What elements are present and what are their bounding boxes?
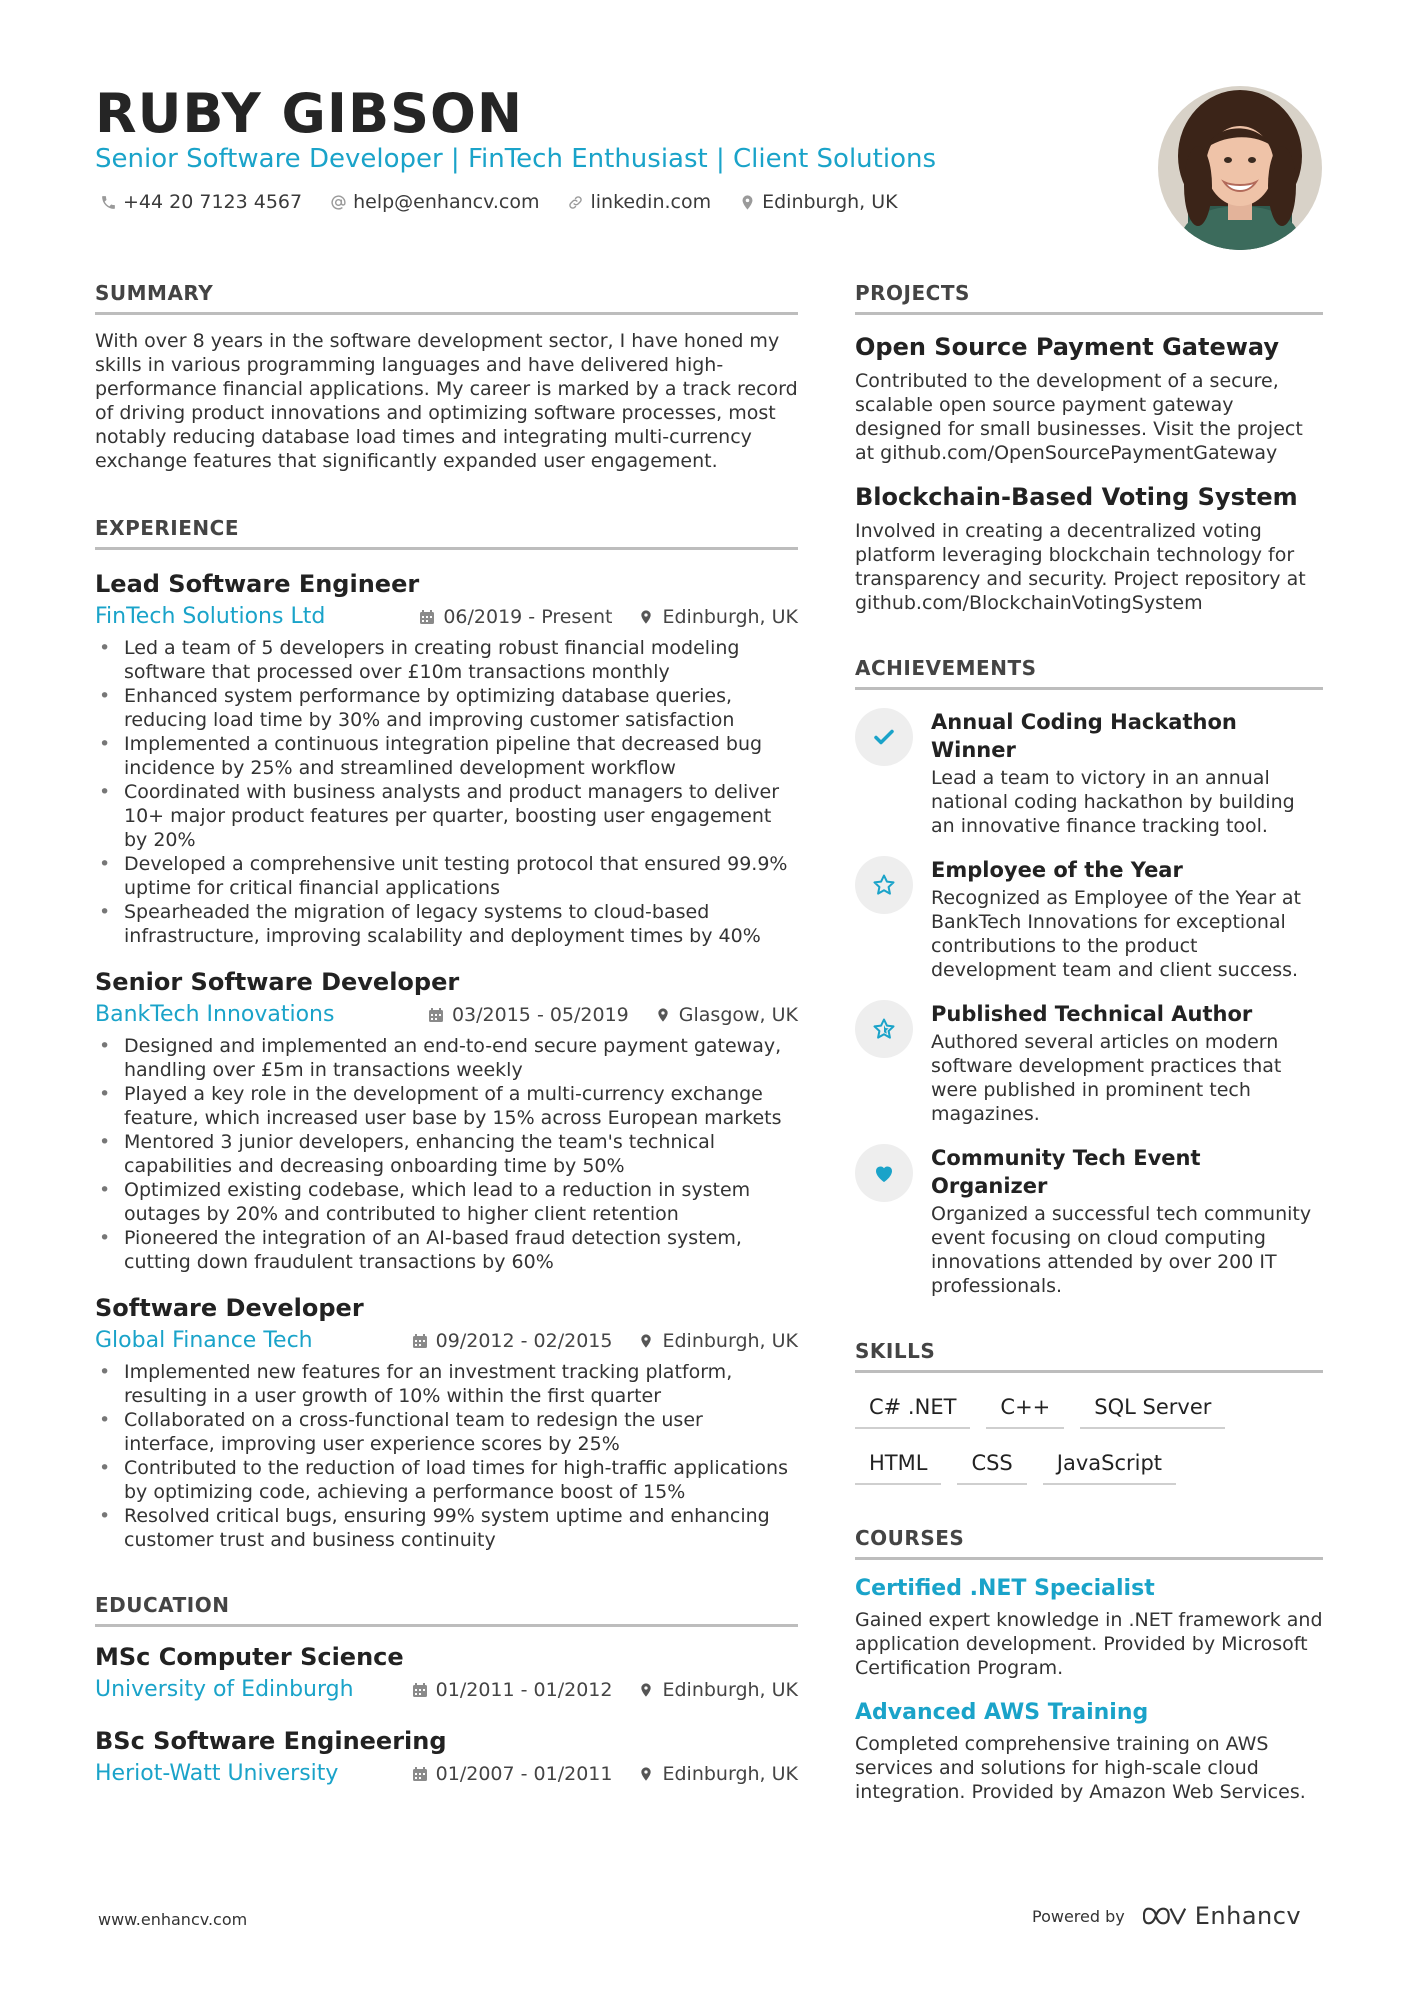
job-location — [638, 606, 798, 628]
job-entry — [95, 1292, 798, 1552]
job-location-text: Glasgow, UK — [678, 1004, 798, 1026]
avatar — [1158, 86, 1322, 250]
school-name: University of Edinburgh — [95, 1677, 354, 1702]
list-item: • Developed a comprehensive unit testing protocol that ensured 99.9% uptime for critical financial applications — [95, 852, 798, 900]
list-item: • Optimized existing codebase, which lead to a reduction in system outages by 20% and contributed to higher client retention — [95, 1178, 798, 1226]
list-item: • Played a key role in the development of a multi-currency exchange feature, which increased user base by 15% across European markets — [95, 1082, 798, 1130]
list-item: • Designed and implemented an end-to-end secure payment gateway, handling over £5m in transactions weekly — [95, 1034, 798, 1082]
phone-icon — [100, 194, 117, 211]
education-dates — [412, 1679, 613, 1701]
contact-bar — [100, 189, 898, 215]
job-dates — [412, 1330, 613, 1352]
powered-by-label: Powered by — [1032, 1906, 1125, 1926]
project-description: Involved in creating a decentralized voting platform leveraging blockchain technology for transparency and security. Project repository at github.com/BlockchainVotingSystem — [855, 520, 1306, 614]
star-outline-icon — [872, 873, 896, 897]
project-description: Contributed to the development of a secure, scalable open source payment gateway designed for small businesses. Visit the project at github.com/OpenSourcePaymentGateway — [855, 370, 1303, 464]
location-icon — [638, 1682, 654, 1698]
check-icon — [872, 725, 896, 749]
education-location — [638, 1763, 798, 1785]
contact-phone-text: +44 20 7123 4567 — [123, 191, 303, 213]
course-entry — [855, 1574, 1323, 1680]
achievement-icon-badge — [855, 1144, 913, 1202]
summary-heading: SUMMARY — [95, 280, 798, 315]
skills-list — [855, 1389, 1323, 1485]
experience-section — [95, 515, 798, 1552]
skill-tag: C++ — [986, 1389, 1064, 1429]
job-company: BankTech Innovations — [95, 1002, 335, 1027]
education-entry — [95, 1725, 798, 1789]
footer-website[interactable]: www.enhancv.com — [98, 1910, 248, 1929]
job-location — [638, 1330, 798, 1352]
achievements-section — [855, 655, 1323, 1298]
degree-title: BSc Software Engineering — [95, 1727, 447, 1755]
skill-tag: CSS — [957, 1445, 1026, 1485]
achievement-title: Employee of the Year — [931, 858, 1183, 882]
heart-icon — [872, 1161, 896, 1185]
brand-logo[interactable] — [1143, 1902, 1301, 1930]
calendar-icon — [412, 1766, 428, 1782]
contact-email[interactable] — [330, 189, 539, 215]
education-dates — [412, 1763, 613, 1785]
projects-heading: PROJECTS — [855, 280, 1323, 315]
achievement-entry — [855, 1144, 1323, 1298]
calendar-icon — [419, 609, 435, 625]
location-icon — [655, 1007, 671, 1023]
contact-phone[interactable] — [100, 189, 302, 215]
achievement-description: Recognized as Employee of the Year at BankTech Innovations for exceptional contributions to the product development team and client success. — [931, 887, 1301, 981]
course-description: Completed comprehensive training on AWS services and solutions for high-scale cloud integration. Provided by Amazon Web Services. — [855, 1733, 1306, 1803]
link-icon — [567, 194, 584, 211]
skill-tag: C# .NET — [855, 1389, 970, 1429]
brand-name: Enhancv — [1194, 1902, 1302, 1930]
footer-branding — [1032, 1902, 1301, 1930]
list-item: • Contributed to the reduction of load times for high-traffic applications by optimizing code, achieving a performance boost of 15% — [95, 1456, 798, 1504]
achievement-entry — [855, 1000, 1323, 1126]
achievement-entry — [855, 856, 1323, 982]
list-item: • Coordinated with business analysts and product managers to deliver 10+ major product features per quarter, boosting user engagement by 20% — [95, 780, 798, 852]
education-location — [638, 1679, 798, 1701]
job-entry — [95, 568, 798, 948]
course-title: Certified .NET Specialist — [855, 1576, 1155, 1601]
contact-location — [739, 189, 898, 215]
job-dates-text: 03/2015 - 05/2019 — [451, 1004, 629, 1026]
course-entry — [855, 1698, 1323, 1804]
project-title: Blockchain-Based Voting System — [855, 483, 1298, 511]
list-item: • Resolved critical bugs, ensuring 99% system uptime and enhancing customer trust and business continuity — [95, 1504, 798, 1552]
job-dates-text: 06/2019 - Present — [443, 606, 613, 628]
candidate-name: RUBY GIBSON — [95, 82, 524, 145]
achievement-description: Organized a successful tech community event focusing on cloud computing innovations attended by over 200 IT professionals. — [931, 1203, 1312, 1297]
contact-linkedin[interactable] — [567, 189, 711, 215]
education-location-text: Edinburgh, UK — [662, 1763, 798, 1785]
education-heading: EDUCATION — [95, 1592, 798, 1627]
list-item: • Led a team of 5 developers in creating robust financial modeling software that processed over £10m transactions monthly — [95, 636, 798, 684]
list-item: • Implemented a continuous integration pipeline that decreased bug incidence by 25% and streamlined development workflow — [95, 732, 798, 780]
courses-heading: COURSES — [855, 1525, 1323, 1560]
projects-section — [855, 280, 1323, 615]
courses-section — [855, 1525, 1323, 1804]
course-description: Gained expert knowledge in .NET framework and application development. Provided by Microsoft Certification Program. — [855, 1609, 1323, 1679]
degree-title: MSc Computer Science — [95, 1643, 404, 1671]
job-bullets — [95, 1034, 798, 1274]
achievement-title: Annual Coding Hackathon Winner — [931, 710, 1237, 762]
list-item: • Mentored 3 junior developers, enhancing the team's technical capabilities and decreasing onboarding time by 50% — [95, 1130, 798, 1178]
skills-heading: SKILLS — [855, 1338, 1323, 1373]
job-dates-text: 09/2012 - 02/2015 — [435, 1330, 613, 1352]
location-icon — [739, 194, 756, 211]
calendar-icon — [412, 1333, 428, 1349]
calendar-icon — [428, 1007, 444, 1023]
contact-linkedin-text: linkedin.com — [590, 191, 712, 213]
achievement-icon-badge — [855, 708, 913, 766]
education-location-text: Edinburgh, UK — [662, 1679, 798, 1701]
achievement-title: Community Tech Event Organizer — [931, 1146, 1201, 1198]
location-icon — [638, 609, 654, 625]
achievement-entry — [855, 708, 1323, 838]
project-entry — [855, 331, 1323, 465]
course-title: Advanced AWS Training — [855, 1700, 1149, 1725]
achievement-icon-badge — [855, 1000, 913, 1058]
contact-email-text: help@enhancv.com — [353, 191, 540, 213]
skill-tag: JavaScript — [1043, 1445, 1176, 1485]
project-title: Open Source Payment Gateway — [855, 333, 1280, 361]
job-bullets — [95, 636, 798, 948]
list-item: • Collaborated on a cross-functional team to redesign the user interface, improving user experience scores by 25% — [95, 1408, 798, 1456]
achievement-title: Published Technical Author — [931, 1002, 1253, 1026]
job-title: Lead Software Engineer — [95, 570, 420, 598]
right-column — [855, 280, 1323, 1804]
skill-tag: SQL Server — [1080, 1389, 1225, 1429]
summary-section — [95, 280, 798, 473]
education-dates-text: 01/2011 - 01/2012 — [435, 1679, 613, 1701]
job-title: Software Developer — [95, 1294, 364, 1322]
job-entry — [95, 966, 798, 1274]
left-column — [95, 280, 798, 1789]
education-dates-text: 01/2007 - 01/2011 — [435, 1763, 613, 1785]
job-location-text: Edinburgh, UK — [662, 606, 798, 628]
job-title: Senior Software Developer — [95, 968, 460, 996]
job-bullets — [95, 1360, 798, 1552]
job-location-text: Edinburgh, UK — [662, 1330, 798, 1352]
skills-section — [855, 1338, 1323, 1485]
location-icon — [638, 1766, 654, 1782]
list-item: • Enhanced system performance by optimizing database queries, reducing load time by 30% and improving customer satisfaction — [95, 684, 798, 732]
at-icon — [330, 194, 347, 211]
skill-tag: HTML — [855, 1445, 941, 1485]
contact-location-text: Edinburgh, UK — [762, 191, 898, 213]
summary-text: With over 8 years in the software development sector, I have honed my skills in various programming languages and have delivered high-performance financial applications. My career is marked by a track record of driving product innovations and optimizing software processes, most notably reducing database load times and integrating multi-currency exchange features that significantly expanded user engagement. — [95, 330, 798, 472]
achievements-heading: ACHIEVEMENTS — [855, 655, 1323, 690]
list-item: • Implemented new features for an investment tracking platform, resulting in a user growth of 10% within the first quarter — [95, 1360, 798, 1408]
job-dates — [419, 606, 612, 628]
profile-photo — [1158, 86, 1322, 250]
achievement-icon-badge — [855, 856, 913, 914]
job-company: FinTech Solutions Ltd — [95, 604, 326, 629]
achievement-description: Authored several articles on modern software development practices that were published in prominent tech magazines. — [931, 1031, 1282, 1125]
location-icon — [638, 1333, 654, 1349]
achievement-description: Lead a team to victory in an annual national coding hackathon by building an innovative finance tracking tool. — [931, 767, 1295, 837]
list-item: • Pioneered the integration of an AI-based fraud detection system, cutting down fraudulent transactions by 60% — [95, 1226, 798, 1274]
education-entry — [95, 1641, 798, 1705]
star-badge-icon — [872, 1017, 896, 1041]
job-location — [655, 1004, 798, 1026]
education-section — [95, 1592, 798, 1789]
experience-heading: EXPERIENCE — [95, 515, 798, 550]
list-item: • Spearheaded the migration of legacy systems to cloud-based infrastructure, improving scalability and deployment times by 40% — [95, 900, 798, 948]
school-name: Heriot-Watt University — [95, 1761, 339, 1786]
candidate-tagline: Senior Software Developer | FinTech Enthusiast | Client Solutions — [95, 144, 937, 174]
calendar-icon — [412, 1682, 428, 1698]
job-dates — [428, 1004, 629, 1026]
project-entry — [855, 481, 1323, 615]
job-company: Global Finance Tech — [95, 1328, 313, 1353]
enhancv-logo-icon — [1143, 1905, 1187, 1927]
